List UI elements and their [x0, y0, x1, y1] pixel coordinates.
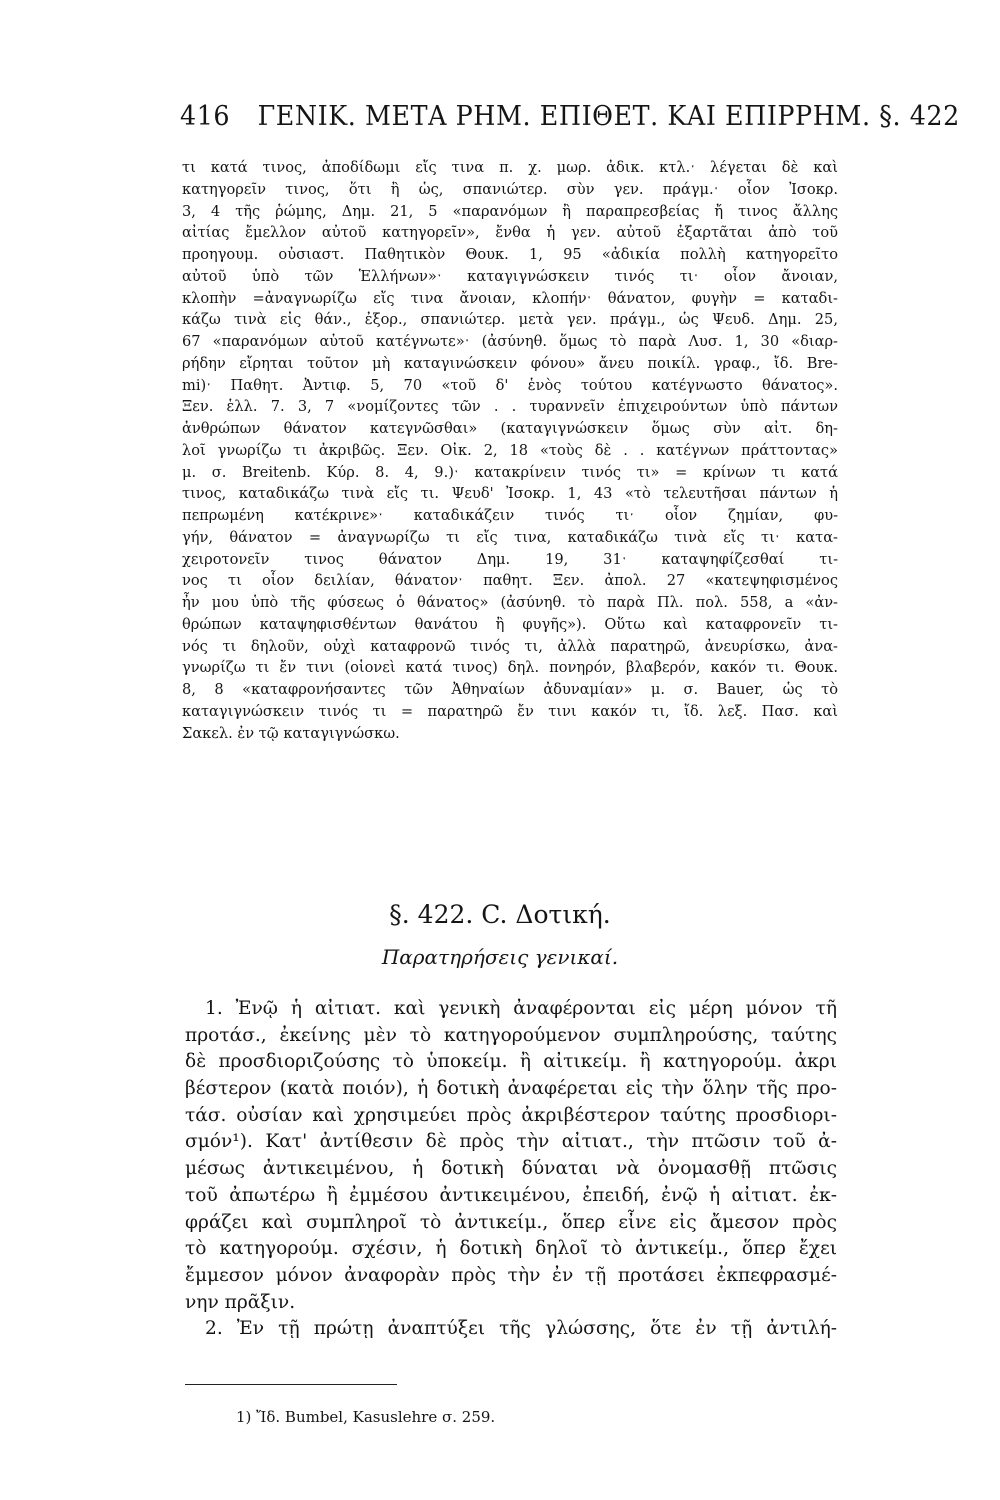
text-line: mi)ˑ Παθητ. Ἀντιφ. 5, 70 «τοῦ δ' ἑνὸς τούτου κατέγνωστο θάνατος». — [182, 376, 838, 394]
running-title: ΓΕΝΙΚ. ΜΕΤΑ ΡΗΜ. ΕΠΙΘΕΤ. ΚΑΙ ΕΠΙΡΡΗΜ. §. 422 — [257, 101, 960, 132]
text-line: ρήδην εἴρηται τοῦτον μὴ καταγινώσκειν φόνου» ἄνευ ποικίλ. γραφ., ἴδ. Bre- — [182, 354, 838, 372]
text-line: τὸ κατηγορούμ. σχέσιν, ἡ δοτικὴ δηλοῖ τὸ ἀντικείμ., ὅπερ ἔχει — [185, 1238, 837, 1260]
text-line: αὐτοῦ ὑπὸ τῶν Ἑλλήνων»ˑ καταγιγνώσκειν τινός τιˑ οἷον ἄνοιαν, — [182, 267, 838, 285]
text-line: γνωρίζω τι ἔν τινι (οἱονεὶ κατά τινος) δηλ. πονηρόν, βλαβερόν, κακόν τι. Θουκ. — [182, 659, 838, 677]
text-line: φράζει καὶ συμπληροῖ τὸ ἀντικείμ., ὅπερ εἶνε εἰς ἄμεσον πρὸς — [185, 1211, 837, 1233]
text-line: κλοπὴν =ἀναγνωρίζω εἴς τινα ἄνοιαν, κλοπήνˑ θάνατον, φυγὴν = καταδι- — [182, 289, 838, 307]
text-line: ἔμμεσον μόνον ἀναφορὰν πρὸς τὴν ἐν τῇ προτάσει ἐκπεφρασμέ- — [185, 1264, 837, 1286]
text-line: ἀνθρώπων θάνατον κατεγνῶσθαι» (καταγιγνώσκειν ὅμως σὺν αἰτ. δη- — [182, 420, 838, 437]
text-line: μ. σ. Breitenb. Κύρ. 8. 4, 9.)ˑ κατακρίνειν τινός τι» = κρίνων τι κατά — [182, 463, 838, 481]
small-print-paragraph — [182, 157, 838, 744]
text-line: μέσως ἀντικειμένου, ἡ δοτικὴ δύναται νὰ ὀνομασθῇ πτῶσις — [185, 1158, 837, 1180]
text-line: τάσ. οὐσίαν καὶ χρησιμεύει πρὸς ἀκριβέστερον ταύτης προσδιορι- — [185, 1104, 837, 1126]
text-line: νην πρᾶξιν. — [185, 1291, 296, 1313]
text-line: προηγουμ. οὐσιαστ. Παθητικὸν Θουκ. 1, 95 «ἀδικία πολλὴ κατηγορεῖτο — [182, 246, 838, 263]
text-line: ἦν μου ὑπὸ τῆς φύσεως ὁ θάνατος» (ἀσύνηθ. τὸ παρὰ Πλ. πολ. 558, a «ἀν- — [182, 594, 838, 611]
text-line: θρώπων καταψηφισθέντων θανάτου ἢ φυγῆς»). Οὕτω καὶ καταφρονεῖν τι- — [182, 615, 838, 633]
text-line: νος τι οἷον δειλίαν, θάνατονˑ παθητ. Ξεν. ἀπολ. 27 «κατεψηφισμένος — [182, 572, 838, 590]
text-line: τοῦ ἀπωτέρω ἢ ἐμμέσου ἀντικειμένου, ἐπειδή, ἐνῷ ἡ αἰτιατ. ἐκ- — [185, 1184, 837, 1206]
text-line: γήν, θάνατον = ἀναγνωρίζω τι εἴς τινα, καταδικάζω τινὰ εἴς τιˑ κατα- — [182, 528, 838, 546]
text-line: προτάσ., ἐκείνης μὲν τὸ κατηγορούμενον συμπληρούσης, ταύτης — [185, 1024, 837, 1046]
text-line: λοῖ γνωρίζω τι ἀκριβῶς. Ξεν. Οἰκ. 2, 18 «τοὺς δὲ . . κατέγνων πράττοντας» — [182, 441, 838, 459]
text-line: κατηγορεῖν τινος, ὅτι ἢ ὡς, σπανιώτερ. σὺν γεν. πράγμ.ˑ οἷον Ἰσοκρ. — [182, 180, 838, 198]
text-line: Ξεν. ἑλλ. 7. 3, 7 «νομίζοντες τῶν . . τυραννεῖν ἐπιχειρούντων ὑπὸ πάντων — [182, 398, 838, 416]
text-line: 67 «παρανόμων αὐτοῦ κατέγνωτε»ˑ (ἀσύνηθ. ὅμως τὸ παρὰ Λυσ. 1, 30 «διαρ- — [182, 333, 838, 350]
text-line: Σακελ. ἐν τῷ καταγιγνώσκω. — [182, 724, 400, 742]
text-line: καταγιγνώσκειν τινός τι = παρατηρῶ ἔν τινι κακόν τι, ἴδ. λεξ. Πασ. καὶ — [182, 702, 838, 720]
section-title: §. 422. C. Δοτική. — [389, 900, 611, 929]
text-line: δὲ προσδιοριζούσης τὸ ὑποκείμ. ἢ αἰτικείμ. ἢ κατηγορούμ. ἀκρι — [185, 1051, 837, 1073]
text-line: κάζω τινὰ εἰς θάν., ἐξορ., σπανιώτερ. μετὰ γεν. πράγμ., ὡς Ψευδ. Δημ. 25, — [182, 311, 838, 329]
page-number: 416 — [180, 101, 231, 132]
text-line: χειροτονεῖν τινος θάνατον Δημ. 19, 31ˑ καταψηφίζεσθαί τι- — [182, 550, 838, 568]
text-line: τινος, καταδικάζω τινὰ εἴς τι. Ψευδ' Ἰσοκρ. 1, 43 «τὸ τελευτῆσαι πάντων ἡ — [182, 485, 838, 503]
text-line: 3, 4 τῆς ῥώμης, Δημ. 21, 5 «παρανόμων ἢ παραπρεσβείας ἤ τινος ἄλλης — [182, 202, 838, 220]
text-line: βέστερον (κατὰ ποιόν), ἡ δοτικὴ ἀναφέρεται εἰς τὴν ὅλην τῆς προ- — [185, 1078, 837, 1100]
text-line: νός τι δηλοῦν, οὐχὶ καταφρονῶ τινός τι, ἀλλὰ παρατηρῶ, ἀνευρίσκω, ἀνα- — [182, 637, 838, 655]
text-line: σμόν¹). Κατ' ἀντίθεσιν δὲ πρὸς τὴν αἰτιατ., τὴν πτῶσιν τοῦ ἀ- — [185, 1131, 837, 1153]
footnote-rule — [185, 1384, 397, 1385]
running-head — [180, 101, 960, 132]
section-subtitle: Παρατηρήσεις γενικαί. — [381, 945, 619, 969]
text-line: 1. Ἐνῷ ἡ αἰτιατ. καὶ γενικὴ ἀναφέρονται εἰς μέρη μόνον τῆ — [205, 998, 837, 1019]
text-line: αἰτίας ἔμελλον αὐτοῦ κατηγορεῖν», ἔνθα ἡ γεν. αὐτοῦ ἐξαρτᾶται ἀπὸ τοῦ — [182, 224, 838, 242]
body-paragraphs — [185, 996, 837, 1343]
text-line: 2. Ἐν τῇ πρώτῃ ἀναπτύξει τῆς γλώσσης, ὅτε ἐν τῇ ἀντιλή- — [205, 1318, 837, 1340]
text-line: 8, 8 «καταφρονήσαντες τῶν Ἀθηναίων ἀδυναμίαν» μ. σ. Bauer, ὡς τὸ — [182, 681, 838, 698]
text-line: πεπρωμένη κατέκρινε»ˑ καταδικάζειν τινός τιˑ οἷον ζημίαν, φυ- — [182, 507, 838, 524]
text-line: τι κατά τινος, ἀποδίδωμι εἴς τινα π. χ. μωρ. ἀδικ. κτλ.ˑ λέγεται δὲ καὶ — [182, 159, 838, 176]
footnote: 1) Ἴδ. Bumbel, Kasuslehre σ. 259. — [236, 1408, 496, 1426]
